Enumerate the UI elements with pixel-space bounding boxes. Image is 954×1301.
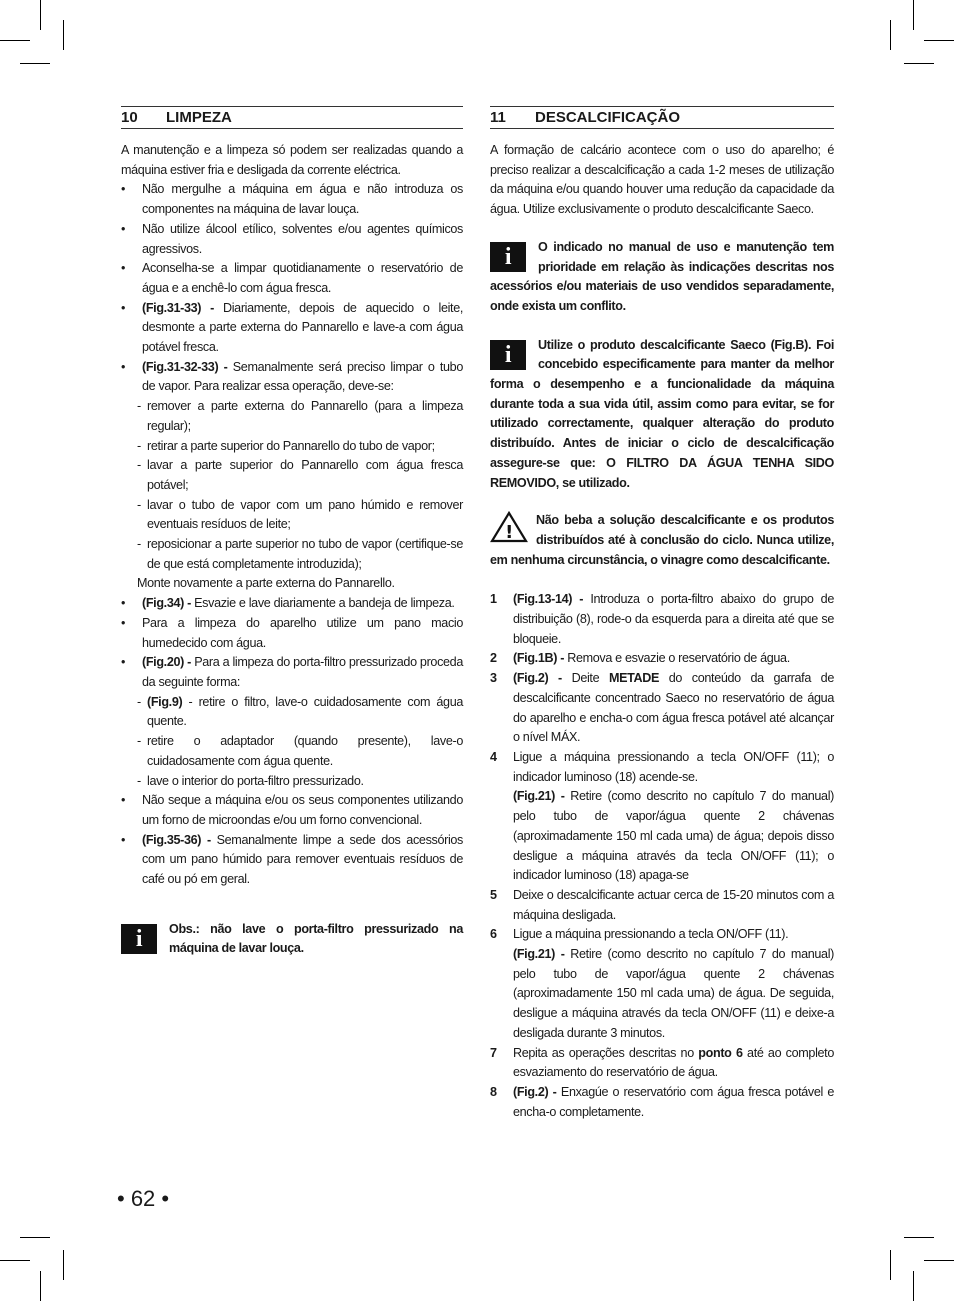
section-number: 11 bbox=[490, 109, 506, 126]
list-item: • (Fig.31-33) - Diariamente, depois de aquecido o leite, desmonte a parte externa do Pannarello e lave-a com água potável fresca. bbox=[121, 300, 463, 355]
step-item: 7 Repita as operações descritas no ponto 6 até ao completo esvaziamento do reservatório de água. bbox=[490, 1045, 834, 1080]
crop-mark bbox=[20, 1237, 50, 1238]
step-item: 1 (Fig.13-14) - Introduza o porta-filtro abaixo do grupo de distribuição (8), rode-o da esquerda para a direita até que se bloqueie. bbox=[490, 592, 834, 646]
sub-item: - lavar o tubo de vapor com um pano húmido e remover eventuais resíduos de leite; bbox=[137, 497, 463, 532]
section-heading bbox=[490, 106, 834, 129]
list-item: • Para a limpeza do aparelho utilize um pano macio humedecido com água. bbox=[121, 615, 463, 650]
section-limpeza bbox=[121, 106, 463, 959]
info-icon: i bbox=[121, 924, 157, 954]
section-number: 10 bbox=[121, 109, 138, 126]
list-item: • (Fig.34) - Esvazie e lave diariamente a bandeja de limpeza. bbox=[121, 596, 455, 611]
step-item: 3 (Fig.2) - Deite METADE do conteúdo da garrafa de descalcificante concentrado Saeco no reservatório de água do aparelho e encha-o com água fresca potável até alcançar o nível MÁX. bbox=[490, 671, 834, 745]
svg-text:!: ! bbox=[505, 522, 513, 544]
crop-mark bbox=[913, 0, 914, 30]
crop-mark bbox=[20, 63, 50, 64]
list-item: • Aconselha-se a limpar quotidianamente o reservatório de água e a enchê-lo com água fresca. bbox=[121, 261, 463, 295]
warning-note: ! Não beba a solução descalcificante e os produtos distribuídos até à conclusão do ciclo. Nunca utilize, em nenhuma circunstância, o vinagre como descalcificante. bbox=[490, 513, 834, 567]
list-item: • Não utilize álcool etílico, solventes e/ou agentes químicos agressivos. bbox=[121, 221, 463, 256]
warning-icon bbox=[490, 511, 528, 543]
sub-item: - retirar a parte superior do Pannarello do tubo de vapor; bbox=[137, 438, 435, 453]
info-note: i Utilize o produto descalcificante Saeco (Fig.B). Foi concebido especificamente para manter da melhor forma o desempenho e a funcionalidade da máquina durante toda a sua vida útil, assim como para evitar, se for utilizado correctamente, qualquer alteração do produto distribuído. Antes de iniciar o ciclo de descalcificação assegure-se que: O FILTRO DA ÁGUA TENHA SIDO REMOVIDO, se utilizado. bbox=[490, 337, 834, 490]
crop-mark bbox=[0, 1260, 30, 1261]
crop-mark bbox=[63, 1250, 64, 1280]
sub-item: - remover a parte externa do Pannarello (para a limpeza regular); bbox=[137, 399, 463, 433]
crop-mark bbox=[924, 1260, 954, 1261]
step-item: 2 (Fig.1B) - Remova e esvazie o reservatório de água. bbox=[490, 651, 790, 666]
intro-paragraph: A formação de calcário acontece com o uso do aparelho; é preciso realizar a descalcificação a cada 1-2 meses de utilização da máquina e/ou quando houver uma redução da capacidade da água. Utilize exclusivamente o produto descalcificante Saeco. bbox=[490, 143, 834, 217]
section-descalcificacao bbox=[490, 106, 834, 1122]
info-icon: i bbox=[490, 242, 526, 272]
step-item: 6 Ligue a máquina pressionando a tecla ON/OFF (11). (Fig.21) - Retire (como descrito no capítulo 7 do manual) pelo tubo de vapor/água quente 2 chávenas (aproximadamente 150 ml cada uma) de água. De seguida, desligue a máquina através da tecla ON/OFF (11) e deixe-a desligada durante 3 minutos. bbox=[490, 927, 834, 1040]
info-note: i Obs.: não lave o porta-filtro pressurizado na máquina de lavar louça. bbox=[121, 920, 463, 959]
sub-item: - lavar a parte superior do Pannarello com água fresca potável; bbox=[137, 458, 463, 492]
sub-item: - retire o adaptador (quando presente), lave-o cuidadosamente com água quente. bbox=[137, 734, 463, 768]
list-item: • Não seque a máquina e/ou os seus componentes utilizando um forno de microondas e/ou um forno convencional. bbox=[121, 793, 463, 827]
step-item: 5 Deixe o descalcificante actuar cerca de 15-20 minutos com a máquina desligada. bbox=[490, 887, 834, 922]
crop-mark bbox=[890, 20, 891, 50]
crop-mark bbox=[40, 0, 41, 30]
page-number: • 62 • bbox=[117, 1186, 170, 1211]
step-item: 8 (Fig.2) - Enxagúe o reservatório com água fresca potável e encha-o completamente. bbox=[490, 1084, 834, 1119]
crop-mark bbox=[913, 1271, 914, 1301]
info-note: i O indicado no manual de uso e manutenção tem prioridade em relação às indicações descritas nos acessórios e/ou materiais de uso vendidos separadamente, onde exista um conflito. bbox=[490, 239, 834, 313]
step-item: 4 Ligue a máquina pressionando a tecla ON/OFF (11); o indicador luminoso (18) acende-se. (Fig.21) - Retire (como descrito no capítulo 7 do manual) pelo tubo de vapor/água quente 2 chávenas (aproximadamente 150 ml cada uma) de água; depois disso desligue a máquina através da tecla ON/OFF (11); o indicador luminoso (18) apaga-se bbox=[490, 749, 834, 883]
sub-item: - lave o interior do porta-filtro pressurizado. bbox=[137, 773, 364, 788]
crop-mark bbox=[63, 20, 64, 50]
list-item-continuation: Monte novamente a parte externa do Pannarello. bbox=[137, 576, 395, 591]
sub-item: - reposicionar a parte superior no tubo de vapor (certifique-se de que está completamente introduzida); bbox=[137, 537, 463, 571]
crop-mark bbox=[0, 40, 30, 41]
list-item: • (Fig.35-36) - Semanalmente limpe a sede dos acessórios com um pano húmido para remover eventuais resíduos de café ou pó em geral. bbox=[121, 832, 464, 887]
intro-paragraph: A manutenção e a limpeza só podem ser realizadas quando a máquina estiver fria e desligada da corrente eléctrica. bbox=[121, 143, 463, 177]
section-heading bbox=[121, 106, 463, 129]
crop-mark bbox=[40, 1271, 41, 1301]
list-item: • Não mergulhe a máquina em água e não introduza os componentes na máquina de lavar louça. bbox=[121, 182, 463, 217]
info-icon: i bbox=[490, 340, 526, 370]
sub-item: - (Fig.9) - retire o filtro, lave-o cuidadosamente com água quente. bbox=[137, 694, 463, 729]
section-title: LIMPEZA bbox=[166, 109, 232, 126]
section-title: DESCALCIFICAÇÃO bbox=[535, 109, 680, 126]
crop-mark bbox=[890, 1250, 891, 1280]
list-item: • (Fig.31-32-33) - Semanalmente será preciso limpar o tubo de vapor. Para realizar essa operação, deve-se: bbox=[121, 359, 463, 394]
crop-mark bbox=[904, 1237, 934, 1238]
crop-mark bbox=[924, 40, 954, 41]
crop-mark bbox=[904, 63, 934, 64]
list-item: • (Fig.20) - Para a limpeza do porta-filtro pressurizado proceda da seguinte forma: bbox=[121, 655, 463, 689]
